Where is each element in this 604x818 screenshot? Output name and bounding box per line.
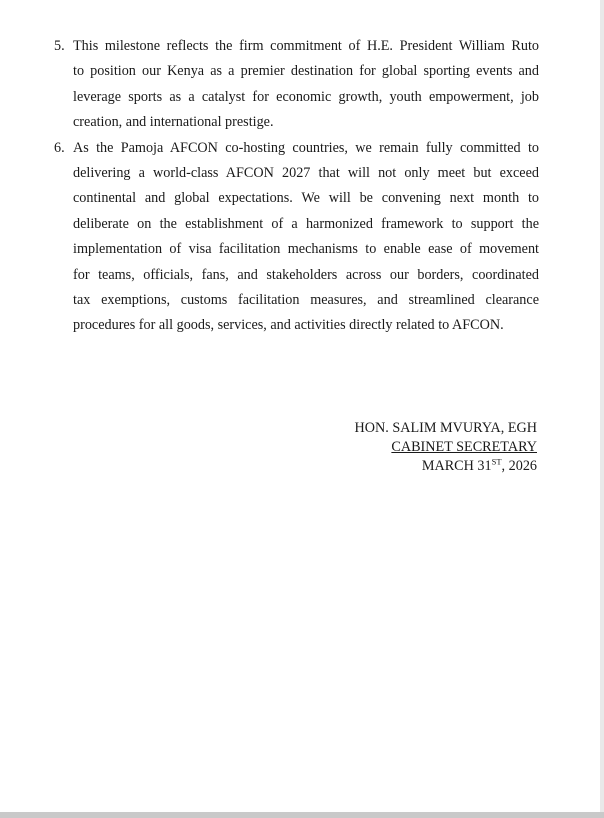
signature-date (355, 457, 537, 476)
date-year: , 2026 (501, 458, 537, 474)
paragraph-line: This milestone reflects the firm commitment of H.E. President William Ruto (73, 38, 539, 54)
paragraph-line: As the Pamoja AFCON co-hosting countries, we remain fully committed to (73, 139, 539, 156)
paragraph-line: tax exemptions, customs facilitation measures, and streamlined clearance (73, 291, 539, 308)
paragraph-6 (0, 136, 539, 339)
paragraph-line: deliberate on the establishment of a harmonized framework to support the (73, 215, 539, 232)
paragraph-line: continental and global expectations. We will be convening next month to (73, 190, 539, 207)
signature-block (355, 419, 537, 476)
paragraph-5 (0, 34, 539, 136)
date-text: MARCH 31 (421, 458, 492, 474)
numbered-paragraphs (0, 34, 600, 339)
signatory-name: HON. SALIM MVURYA, EGH (354, 420, 537, 436)
paragraph-line: delivering a world-class AFCON 2027 that will not only meet but exceed (73, 164, 539, 181)
paragraph-line: to position our Kenya as a premier destination for global sporting events and (73, 63, 539, 80)
paragraph-number: 6. (54, 139, 65, 156)
paragraph-line: implementation of visa facilitation mechanisms to enable ease of movement (73, 241, 539, 258)
signatory-title: CABINET SECRETARY (391, 439, 537, 455)
paragraph-number: 5. (54, 38, 65, 54)
paragraph-line: creation, and international prestige. (73, 114, 274, 131)
paragraph-line: leverage sports as a catalyst for economic growth, youth empowerment, job (73, 88, 539, 105)
paragraph-line: procedures for all goods, services, and activities directly related to AFCON. (73, 317, 504, 334)
date-ordinal-suffix: ST (491, 456, 502, 467)
paragraph-line: for teams, officials, fans, and stakeholders across our borders, coordinated (73, 266, 539, 283)
page-bottom-edge (0, 812, 604, 818)
page-right-edge (600, 0, 604, 812)
